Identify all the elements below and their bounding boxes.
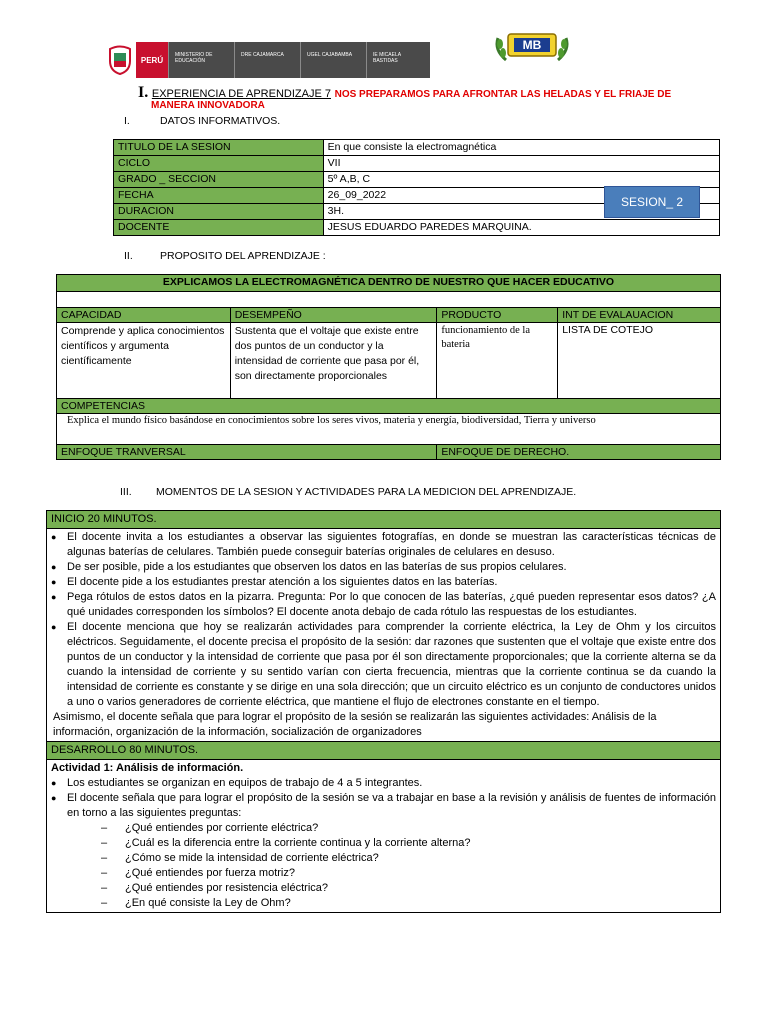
- question-item: – ¿Qué entiendes por resistencia eléctrica?: [101, 881, 716, 896]
- enfoque-derecho: ENFOQUE DE DERECHO.: [437, 445, 721, 460]
- value-cell: 26_09_2022: [323, 188, 719, 204]
- label-cell: DURACION: [114, 204, 324, 220]
- table-row: [114, 220, 720, 236]
- section-1-title: DATOS INFORMATIVOS.: [160, 115, 281, 127]
- desempeno-cell: Sustenta que el voltaje que existe entre dos puntos de un conductor y la intensidad de corriente que pasa por él, son directamente proporcionales: [230, 323, 437, 399]
- dre-label: DRE CAJAMARCA: [234, 42, 300, 78]
- label-cell: FECHA: [114, 188, 324, 204]
- table-row: [47, 760, 721, 913]
- label-cell: DOCENTE: [114, 220, 324, 236]
- list-item: ● Los estudiantes se organizan en equipos de trabajo de 4 a 5 integrantes.: [51, 776, 716, 791]
- producto-cell: funcionamiento de la bateria: [437, 323, 558, 399]
- col-header-instrumento: INT DE EVALAUACION: [558, 308, 721, 323]
- table-row: [57, 275, 721, 292]
- col-header-capacidad: CAPACIDAD: [57, 308, 231, 323]
- desarrollo-content: [47, 760, 721, 913]
- experience-title-line1: NOS PREPARAMOS PARA AFRONTAR LAS HELADAS Y EL FRIAJE DE: [334, 89, 672, 100]
- coat-of-arms-icon: [107, 45, 133, 75]
- peru-logo: PERÚ: [136, 42, 168, 78]
- enfoque-transversal: ENFOQUE TRANVERSAL: [57, 445, 437, 460]
- capacidad-cell: Comprende y aplica conocimientos científicos y argumenta científicamente: [57, 323, 231, 399]
- table-row: [47, 511, 721, 529]
- table-row: [57, 292, 721, 308]
- question-item: – ¿Qué entiendes por corriente eléctrica?: [101, 821, 716, 836]
- instrumento-cell: LISTA DE COTEJO: [558, 323, 721, 399]
- table-row: [114, 140, 720, 156]
- section-2-heading: [124, 250, 326, 262]
- inicio-header: INICIO 20 MINUTOS.: [47, 511, 721, 529]
- table-row: [57, 445, 721, 460]
- question-item: – ¿Cuál es la diferencia entre la corriente continua y la corriente alterna?: [101, 836, 716, 851]
- section-3-title: MOMENTOS DE LA SESION Y ACTIVIDADES PARA LA MEDICION DEL APRENDIZAJE.: [156, 486, 577, 498]
- question-item: – ¿Qué entiendes por fuerza motriz?: [101, 866, 716, 881]
- list-item: ● De ser posible, pide a los estudiantes que observen los datos en las baterías de sus propios celulares.: [51, 560, 716, 575]
- table-row: [114, 156, 720, 172]
- col-header-producto: PRODUCTO: [437, 308, 558, 323]
- ugel-label: UGEL CAJABAMBA: [300, 42, 366, 78]
- experience-label: EXPERIENCIA DE APRENDIZAJE 7: [151, 88, 331, 100]
- list-item: ● Pega rótulos de estos datos en la pizarra. Pregunta: Por lo que conocen de las baterías, ¿qué pueden representar esos datos? ¿A qué unidades corresponden los símbolos? El docente anota debajo de cada rótulo las respuestas de los estudiantes.: [51, 590, 716, 620]
- col-header-desempeno: DESEMPEÑO: [230, 308, 437, 323]
- empty-row: [57, 292, 721, 308]
- question-item: – ¿Cómo se mide la intensidad de corriente eléctrica?: [101, 851, 716, 866]
- label-cell: CICLO: [114, 156, 324, 172]
- label-cell: GRADO _ SECCION: [114, 172, 324, 188]
- mb-school-logo: [492, 28, 572, 64]
- table-row: [57, 308, 721, 323]
- list-item: ● El docente señala que para lograr el propósito de la sesión se va a trabajar en base a la revisión y análisis de fuentes de información en torno a las siguientes preguntas:: [51, 791, 716, 821]
- value-cell: VII: [323, 156, 719, 172]
- label-cell: TITULO DE LA SESION: [114, 140, 324, 156]
- ministerio-label: MINISTERIO DE EDUCACIÓN: [168, 42, 234, 78]
- section-2-title: PROPOSITO DEL APRENDIZAJE :: [160, 250, 326, 262]
- momentos-table: [46, 510, 721, 913]
- competencias-label: COMPETENCIAS: [57, 399, 721, 414]
- desarrollo-header: DESARROLLO 80 MINUTOS.: [47, 742, 721, 760]
- value-cell: En que consiste la electromagnética: [323, 140, 719, 156]
- table-row: [57, 414, 721, 445]
- peru-shield-icon: [104, 42, 136, 78]
- competencias-text: Explica el mundo físico basándose en conocimientos sobre los seres vivos, materia y energía, biodiversidad, Tierra y universo: [57, 414, 721, 445]
- section-3-heading: [120, 486, 576, 498]
- list-item: ● El docente menciona que hoy se realizarán actividades para comprender la corriente eléctrica, la Ley de Ohm y los circuitos eléctricos. Seguidamente, el docente precisa el propósito de la sesión: dar razones que sustenten que el voltaje que existe entre dos puntos de un conductor y la intensidad de corriente que pasa por él son directamente proporcionales; que la corriente alterna se da cuando la intensidad de corriente y su sentido varían con cierta frecuencia, mientras que la corriente continua se da cuando la intensidad de corriente es constante y se dirige en una sola dirección; que un circuito eléctrico es un conjunto de conductores unidos a uno o varios generadores de corriente eléctrica, que mantiene el flujo de electrones constante en el tiempo.: [51, 620, 716, 710]
- value-cell: 5º A,B, C: [323, 172, 719, 188]
- list-item: ● El docente invita a los estudiantes a observar las siguientes fotografías, en donde se muestran las características técnicas de algunas baterías de celulares. También puede conseguir baterías originales de celulares en desuso.: [51, 530, 716, 560]
- questions-list: [101, 821, 716, 911]
- value-cell: 3H.: [323, 204, 719, 220]
- inicio-list: [51, 530, 716, 710]
- table-row: [47, 529, 721, 742]
- section-2-num: II.: [124, 250, 133, 262]
- table-row: [57, 323, 721, 399]
- sesion-badge: SESION_ 2: [604, 186, 700, 218]
- value-cell: JESUS EDUARDO PAREDES MARQUINA.: [323, 220, 719, 236]
- desarrollo-list: [51, 776, 716, 821]
- actividad-title: Actividad 1: Análisis de información.: [51, 762, 244, 774]
- list-item: ● El docente pide a los estudiantes prestar atención a los siguientes datos en las baterías.: [51, 575, 716, 590]
- question-item: – ¿En qué consiste la Ley de Ohm?: [101, 896, 716, 911]
- table-row: [57, 399, 721, 414]
- section-3-num: III.: [120, 486, 132, 498]
- inicio-closing: Asimismo, el docente señala que para lograr el propósito de la sesión se realizarán las siguientes actividades: Análisis de la información, organización de la información, socialización de organizadores: [53, 711, 657, 738]
- laurel-emblem-icon: [492, 28, 572, 64]
- section-1-num: I.: [124, 115, 130, 127]
- section-roman: I.: [138, 84, 149, 101]
- proposito-main-heading: EXPLICAMOS LA ELECTROMAGNÉTICA DENTRO DE NUESTRO QUE HACER EDUCATIVO: [57, 275, 721, 292]
- proposito-table: [56, 274, 721, 460]
- table-row: [47, 742, 721, 760]
- minedu-logo-bar: [104, 42, 430, 78]
- experience-title-line2: MANERA INNOVADORA: [151, 100, 265, 111]
- inicio-content: [47, 529, 721, 742]
- mb-text: MB: [522, 38, 542, 52]
- section-1-heading: [124, 115, 280, 127]
- ie-label: IE MICAELA BASTIDAS: [366, 42, 430, 78]
